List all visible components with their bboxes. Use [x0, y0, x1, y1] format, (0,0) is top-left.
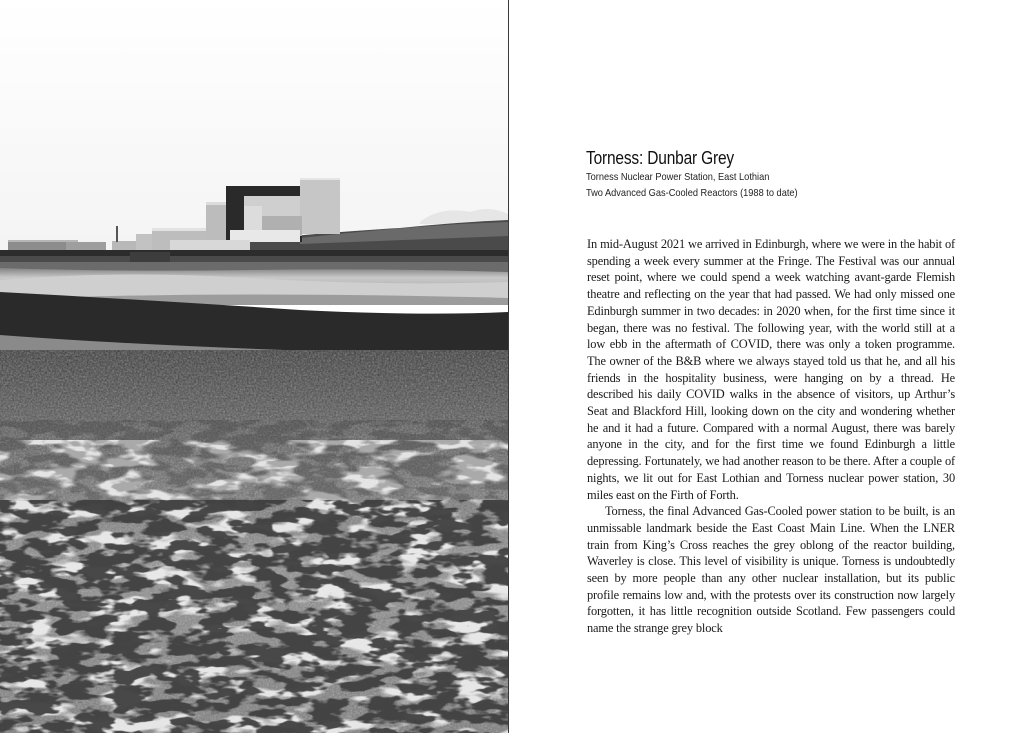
station-location: Torness Nuclear Power Station, East Lothian [586, 171, 770, 183]
paragraph-1: In mid-August 2021 we arrived in Edinburgh, where we were in the habit of spending a week every summer at the Fringe. The Festival was our annual reset point, where we could spend a week watching avant-garde Flemish theatre and reflecting on the year that had passed. We had only missed one Edinburgh summer in two decades: in 2020 when, for the first time since it began, there was no festival. The following year, with the world still at a low ebb in the aftermath of COVID, there was only a token programme. The owner of the B&B where we always stayed told us that he, and all his friends in the hospitality business, were hanging on by a thread. He described his daily COVID walks in the absence of visitors, up Arthur’s Seat and Blackford Hill, looking down on the city and wondering whether he and it had a future. Compared with a normal August, there was barely anyone in the city, and for the first time we found Edinburgh a little depressing. Fortunately, we had another reason to be there. After a couple of nights, we lit out for East Lothian and Torness nuclear power station, 30 miles east on the Firth of Forth. [587, 237, 955, 502]
reactor-description: Two Advanced Gas-Cooled Reactors (1988 to date) [586, 187, 798, 199]
chapter-heading [586, 147, 966, 201]
right-page [509, 0, 1016, 733]
chapter-body [587, 236, 955, 637]
chapter-title: Torness: Dunbar Grey [586, 148, 734, 168]
paragraph-2: Torness, the final Advanced Gas-Cooled power station to be built, is an unmissable landmark beside the East Coast Main Line. When the LNER train from King’s Cross reaches the grey oblong of the reactor building, Waverley is close. This level of visibility is unique. Torness is undoubtedly seen by more people than any other nuclear installation, but its public profile remains low and, with the protests over its construction now largely forgotten, it has little recognition outside Scotland. Few passengers could name the strange grey block [587, 504, 955, 636]
